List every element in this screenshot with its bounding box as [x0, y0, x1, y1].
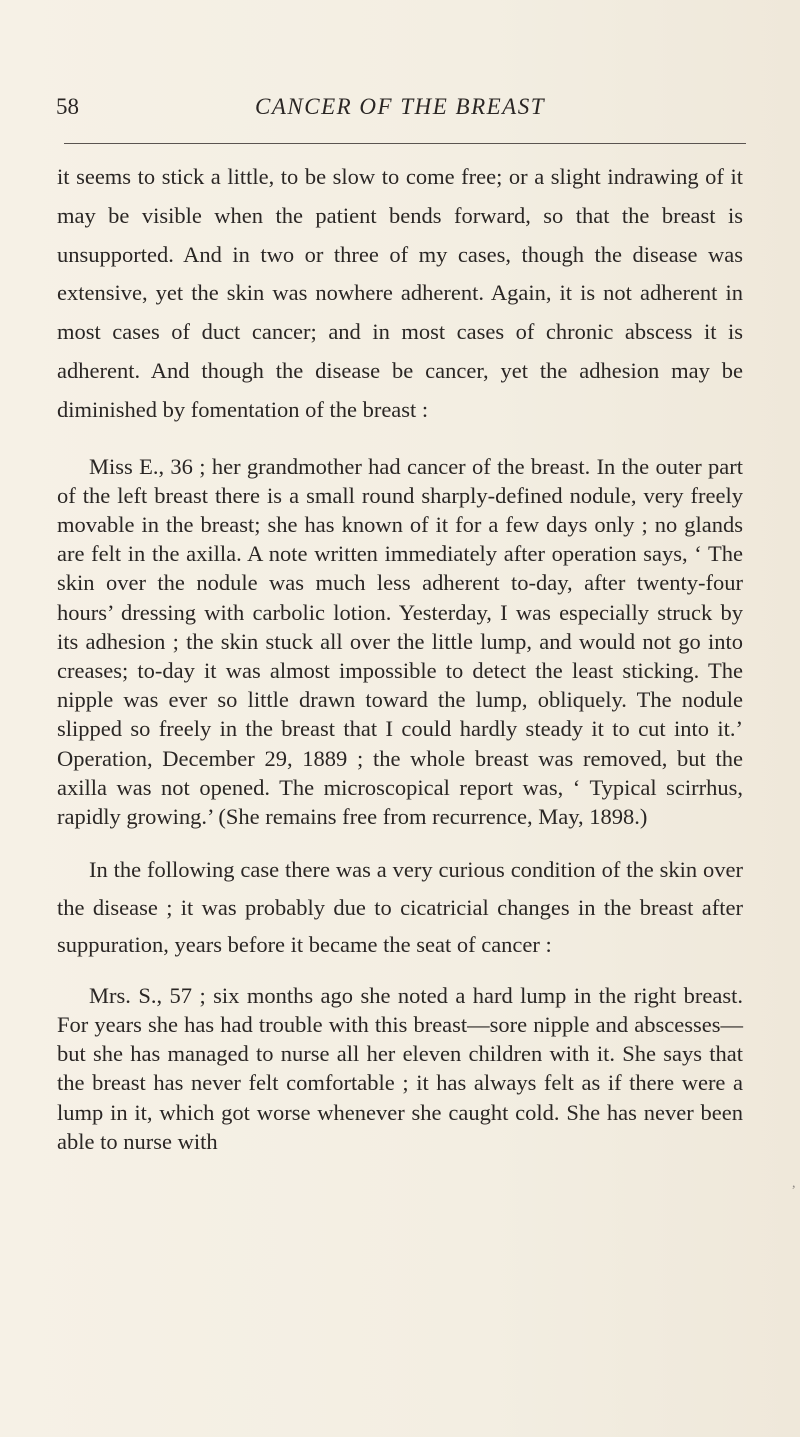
case-report-mrs-s: Mrs. S., 57 ; six months ago she noted a hard lump in the right breast. For years she has had trouble with this breast—sore nipple and abscesses—but she has managed to nurse all her eleven children with it. She says that the breast has never felt comfortable ; it has always felt as if there were a lump in it, which got worse whenever she caught cold. She has never been able to nurse with	[57, 982, 743, 1154]
body-text	[57, 158, 743, 1156]
running-title: CANCER OF THE BREAST	[255, 94, 546, 119]
page-number: 58	[56, 94, 79, 119]
page-header	[56, 94, 746, 134]
header-rule	[64, 143, 746, 144]
stray-mark: ,	[792, 1176, 796, 1191]
paragraph-continuation: it seems to stick a little, to be slow to come free; or a slight indrawing of it may be visible when the patient bends forward, so that the breast is unsupported. And in two or three of my cases, though the disease was extensive, yet the skin was nowhere adherent. Again, it is not adherent in most cases of duct cancer; and in most cases of chronic abscess it is adherent. And though the disease be cancer, yet the adhesion may be diminished by fomentation of the breast :	[57, 164, 743, 422]
case-report-miss-e: Miss E., 36 ; her grandmother had cancer of the breast. In the outer part of the left breast there is a small round sharply-defined nodule, very freely movable in the breast; she has known of it for a few days only ; no glands are felt in the axilla. A note written immediately after operation says, ‘ The skin over the nodule was much less adherent to-day, after twenty-four hours’ dressing with carbolic lotion. Yesterday, I was especially struck by its adhesion ; the skin stuck all over the little lump, and would not go into creases; to-day it was almost impossible to detect the least sticking. The nipple was ever so little drawn toward the lump, obliquely. The nodule slipped so freely in the breast that I could hardly steady it to cut into it.’ Operation, December 29, 1889 ; the whole breast was removed, but the axilla was not opened. The microscopical report was, ‘ Typical scirrhus, rapidly growing.’ (She remains free from recurrence, May, 1898.)	[57, 453, 743, 830]
paragraph-following-case: In the following case there was a very curious condition of the skin over the disease ; it was probably due to cicatricial changes in the breast after suppuration, years before it became the seat of cancer :	[57, 857, 743, 958]
